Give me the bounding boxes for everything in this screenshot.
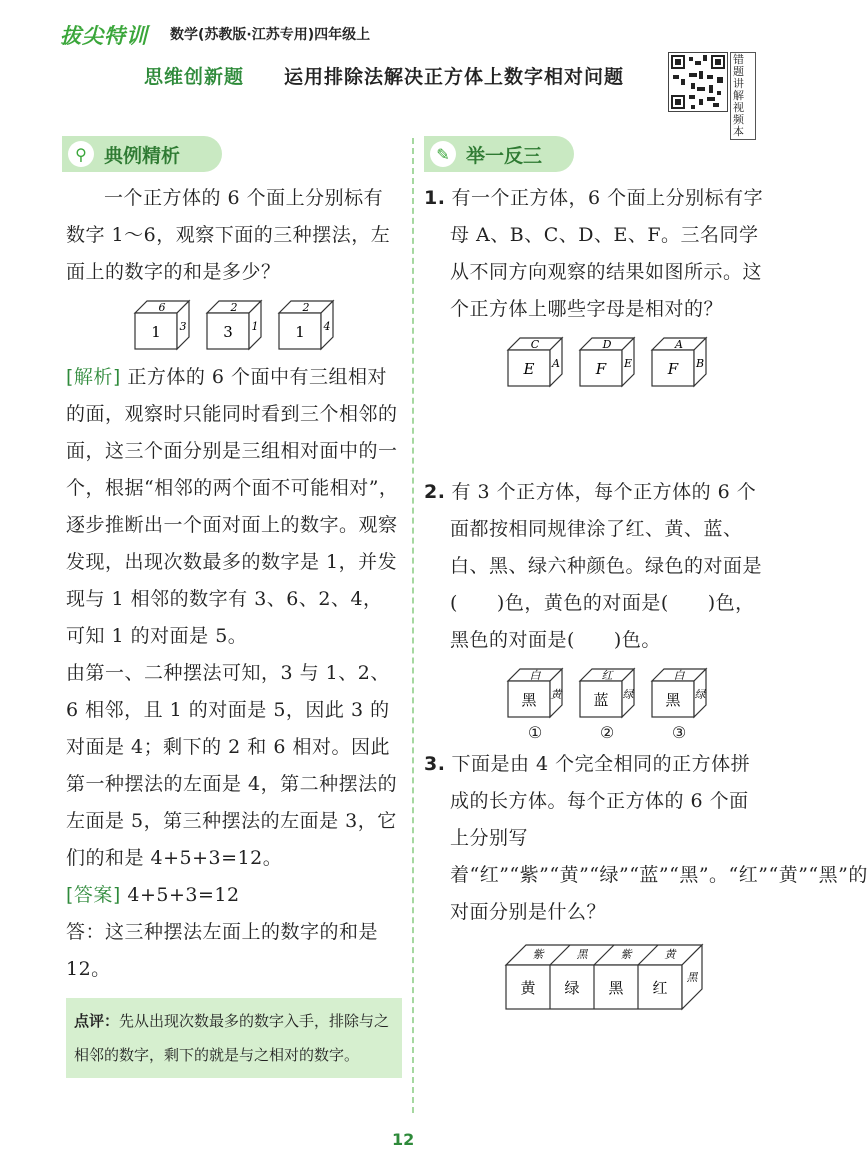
- question-3-figure: [504, 941, 764, 1025]
- cuboid-front-label: 绿: [564, 979, 580, 997]
- question-1-cubes: [450, 334, 764, 392]
- color-cube-drawing: [650, 665, 708, 719]
- color-cube-drawing: [578, 665, 636, 719]
- cuboid-front-label: 黄: [520, 979, 536, 997]
- example-cube: [205, 297, 263, 355]
- example-problem: 一个正方体的 6 个面上分别标有数字 1～6，观察下面的三种摆法，左面上的数字的和是多少？: [66, 187, 391, 283]
- cuboid-top-label: 黄: [664, 948, 676, 961]
- analysis-continued: 由第一、二种摆法可知，3 与 1、2、6 相邻，且 1 的对面是 5，因此 3 的对面是 4；剩下的 2 和 6 相对。因此第一种摆法的左面是 4，第二种摆法的左面是 5，第三种摆法的左面是 3，它们的和是 4+5+3=12。: [66, 662, 398, 869]
- cube-front-label: 1: [295, 323, 305, 341]
- section-title-practice: 举一反三: [466, 144, 543, 167]
- question-3-number: 3.: [424, 753, 446, 775]
- question-3: [424, 746, 868, 931]
- cube-top-label: 红: [601, 669, 613, 682]
- letter-cube: [650, 334, 708, 392]
- cube-number-label: ①: [527, 723, 543, 742]
- question-2-text: 有 3 个正方体，每个正方体的 6 个面都按相同规律涂了红、黄、蓝、白、黑、绿六种颜色。绿色的对面是( )色，黄色的对面是( )色，黑色的对面是( )色。: [450, 481, 763, 651]
- analysis: [66, 359, 402, 655]
- color-cube: [506, 665, 564, 742]
- example-cube-drawing: [277, 297, 335, 351]
- cube-front-label: E: [523, 360, 535, 378]
- cube-front-label: 蓝: [593, 691, 609, 709]
- cuboid-figure: [504, 941, 704, 1021]
- analysis-tag: [解析]: [66, 366, 121, 388]
- book-subject: 数学(苏教版·江苏专用)四年级上: [170, 27, 371, 43]
- question-3-text: 下面是由 4 个完全相同的正方体拼成的长方体。每个正方体的 6 个面上分别写着“红”“紫”“黄”“绿”“蓝”“黑”。“红”“黄”“黑”的对面分别是什么？: [450, 753, 868, 923]
- example-cube-drawing: [133, 297, 191, 351]
- letter-cube-drawing: [506, 334, 564, 388]
- question-2-cubes: [450, 665, 764, 742]
- cube-side-label: A: [552, 357, 560, 370]
- left-column: [66, 180, 402, 1078]
- cube-front-label: 黑: [521, 691, 537, 709]
- analysis-text: 正方体的 6 个面中有三组相对的面，观察时只能同时看到三个相邻的面，这三个面分别是三组相对面中的一个，根据“相邻的两个面不可能相对”，逐步推断出一个面对面上的数字。观察发现，出现次数最多的数字是 1，并发现与 1 相邻的数字有 3、6、2、4，可知 1 的对面是 5。: [66, 366, 399, 647]
- right-column: [424, 180, 868, 1025]
- color-cube-drawing: [506, 665, 564, 719]
- brand-logo: 拔尖特训: [60, 24, 148, 48]
- cube-side-label: B: [695, 357, 705, 370]
- cube-front-label: 3: [223, 323, 233, 341]
- topic-category: 思维创新题: [144, 66, 245, 88]
- letter-cube: [578, 334, 636, 392]
- qr-code[interactable]: [668, 52, 728, 112]
- letter-cube-drawing: [650, 334, 708, 388]
- letter-cube-drawing: [578, 334, 636, 388]
- cuboid-top-label: 紫: [620, 948, 632, 961]
- answer: [66, 877, 402, 914]
- cube-top-label: D: [602, 338, 612, 351]
- cube-side-label: 黄: [550, 688, 562, 701]
- qr-label: 错题讲解视频本: [730, 52, 756, 140]
- section-tag-practice: [424, 136, 574, 172]
- cube-top-label: 2: [302, 301, 310, 314]
- comment-box: [66, 998, 402, 1078]
- cube-side-label: 4: [323, 320, 331, 333]
- cuboid-side-label: 黑: [686, 971, 698, 984]
- cube-side-label: 3: [179, 320, 187, 333]
- cube-top-label: 白: [673, 669, 685, 682]
- cube-top-label: 6: [158, 301, 166, 314]
- magnifier-icon: ⚲: [68, 141, 94, 167]
- answer-expression: 4+5+3=12: [127, 884, 240, 906]
- question-1-text: 有一个正方体，6 个面上分别标有字母 A、B、C、D、E、F。三名同学从不同方向观察的结果如图所示。这个正方体上哪些字母是相对的？: [450, 187, 764, 320]
- cube-side-label: 绿: [622, 688, 634, 701]
- topic-title: 运用排除法解决正方体上数字相对问题: [284, 66, 625, 88]
- comment-text: 先从出现次数最多的数字入手，排除与之相邻的数字，剩下的就是与之相对的数字。: [74, 1012, 390, 1064]
- cube-front-label: F: [667, 360, 679, 378]
- page-number: 12: [392, 1130, 415, 1149]
- cube-top-label: 2: [230, 301, 238, 314]
- cuboid-top-label: 紫: [532, 948, 544, 961]
- cube-front-label: F: [595, 360, 607, 378]
- comment-tag: 点评：: [74, 1012, 120, 1030]
- section-title-example: 典例精析: [104, 144, 181, 167]
- question-2: [424, 474, 764, 659]
- question-2-number: 2.: [424, 481, 446, 503]
- cube-number-label: ③: [671, 723, 687, 742]
- answer-text: 答：这三种摆法左面上的数字的和是 12。: [66, 921, 379, 980]
- answer-tag: [答案]: [66, 884, 121, 906]
- cube-side-label: 1: [251, 320, 259, 333]
- cube-front-label: 1: [151, 323, 161, 341]
- example-cube: [133, 297, 191, 355]
- cube-top-label: A: [675, 338, 683, 351]
- color-cube: [650, 665, 708, 742]
- cube-front-label: 黑: [665, 691, 681, 709]
- cuboid-front-label: 黑: [608, 979, 624, 997]
- cube-top-label: C: [530, 338, 540, 351]
- pencil-icon: ✎: [430, 141, 456, 167]
- cube-side-label: E: [623, 357, 633, 370]
- cuboid-front-label: 红: [652, 979, 668, 997]
- cuboid-top-label: 黑: [576, 948, 588, 961]
- example-cube: [277, 297, 335, 355]
- cube-top-label: 白: [529, 669, 541, 682]
- cube-number-label: ②: [599, 723, 615, 742]
- example-cubes: [66, 297, 402, 355]
- example-cube-drawing: [205, 297, 263, 351]
- cube-side-label: 绿: [694, 688, 706, 701]
- question-1: [424, 180, 764, 328]
- column-divider: [412, 138, 414, 1113]
- question-1-number: 1.: [424, 187, 446, 209]
- color-cube: [578, 665, 636, 742]
- letter-cube: [506, 334, 564, 392]
- section-tag-example: [62, 136, 222, 172]
